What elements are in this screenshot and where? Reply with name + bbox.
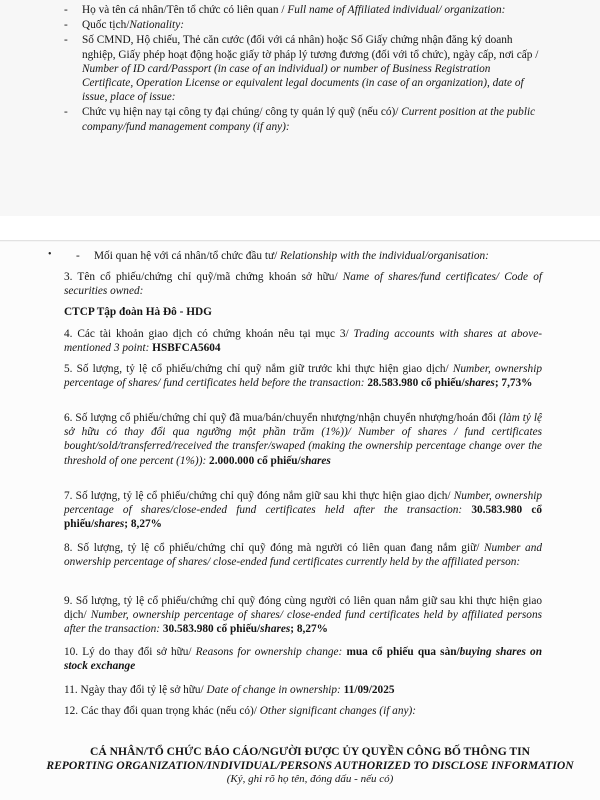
- list-item-relationship: - Mối quan hệ với cá nhân/tổ chức đầu tư/ Relationship with the individual/organisation:: [76, 250, 489, 262]
- item-3-value: CTCP Tập đoàn Hà Đô - HDG: [64, 306, 212, 318]
- item-9: 9. Số lượng, tỷ lệ cổ phiếu/chứng chỉ quỹ đóng cùng người có liên quan nắm giữ sau khi thực hiện giao dịch/ Number, ownership percentage of shares/ close-ended fund certificates held by affiliated persons after the transaction: 30.583.980 cổ phiếu/shares; 8,27%: [64, 595, 542, 636]
- item-11: 11. Ngày thay đổi tỷ lệ sở hữu/ Date of change in ownership: 11/09/2025: [64, 684, 395, 696]
- footer-title-vi: CÁ NHÂN/TỔ CHỨC BÁO CÁO/NGƯỜI ĐƯỢC ỦY QUYỀN CÔNG BỐ THÔNG TIN: [89, 745, 531, 758]
- page-break-gap: [0, 216, 600, 240]
- item-8: 8. Số lượng, tỷ lệ cổ phiếu/chứng chỉ quỹ đóng mà người có liên quan đang nắm giữ/ Number and onwership percentage of shares/ close-ended fund certificates currently held by the affiliated person:: [64, 542, 542, 569]
- item-10: 10. Lý do thay đổi sở hữu/ Reasons for ownership change: mua cổ phiếu qua sàn/buying shares on stock exchange: [64, 646, 542, 673]
- affiliated-info-list: [64, 3, 544, 135]
- item-3: 3. Tên cổ phiếu/chứng chỉ quỹ/mã chứng khoán sở hữu/ Name of shares/fund certificates/ Code of securities owned:: [64, 271, 542, 298]
- item-7: 7. Số lượng, tỷ lệ cổ phiếu/chứng chỉ quỹ đóng nắm giữ sau khi thực hiện giao dịch/ Number, ownership percentage of shares/close-ended fund certificates held after the transaction: 30.583.980 cổ phiếu/shares; 8,27%: [64, 490, 543, 531]
- list-item-current-position: - Chức vụ hiện nay tại công ty đại chúng/ công ty quản lý quỹ (nếu có)/ Current position at the public company/fund management company (if any):: [64, 106, 536, 133]
- item-5: 5. Số lượng, tỷ lệ cổ phiếu/chứng chỉ quỹ nắm giữ trước khi thực hiện giao dịch/ Number, ownership percentage of shares/ fund certificates held before the transaction: 28.583.980 cổ phiếu/shares; 7,73%: [64, 363, 542, 390]
- bullet-dash: -: [76, 250, 80, 262]
- list-item-full-name: - Họ và tên cá nhân/Tên tổ chức có liên quan / Full name of Affiliated individual/ organization:: [64, 4, 506, 16]
- item-12: 12. Các thay đổi quan trọng khác (nếu có)/ Other significant changes (if any):: [64, 705, 417, 717]
- list-item-id-number: - Số CMND, Hộ chiếu, Thẻ căn cước (đối với cá nhân) hoặc Số Giấy chứng nhận đăng ký doanh nghiệp, Giấy phép hoạt động hoặc giấy tờ pháp lý tương đương (đối với tổ chức), ngày cấp, nơi cấp / Number of ID card/Passport (in case of an individual) or number of Business Registration Certificate, Operation License or equivalent legal documents (in case of an organization), date of issue, place of issue:: [64, 34, 539, 104]
- bullet-dash: -: [64, 34, 68, 47]
- footer-title-en: REPORTING ORGANIZATION/INDIVIDUAL/PERSONS AUTHORIZED TO DISCLOSE INFORMATION: [46, 758, 574, 772]
- bullet-dash: -: [64, 4, 68, 16]
- item-6: 6. Số lượng cổ phiếu/chứng chỉ quỹ đã mua/bán/chuyển nhượng/nhận chuyển nhượng/hoán đổi (làm tỷ lệ sở hữu có thay đổi qua ngưỡng một phần trăm (1%))/ Number of shares / fund certificates bought/sold/transferred/received the transfer/swaped (making the ownership percentage change over the threshold of one percent (1%)): 2.000.000 cổ phiếu/shares: [64, 412, 542, 467]
- bullet-dash: -: [64, 19, 68, 32]
- bullet-dash: -: [64, 106, 68, 119]
- scan-dot: •: [48, 249, 52, 260]
- scan-edge-line: [0, 240, 600, 242]
- list-item-nationality: - Quốc tịch/Nationality:: [64, 19, 184, 32]
- relationship-line: [76, 249, 546, 264]
- item-4: 4. Các tài khoản giao dịch có chứng khoán nêu tại mục 3/ Trading accounts with shares at above-mentioned 3 point: HSBFCA5604: [64, 328, 542, 355]
- signature-note: (Ký, ghi rõ họ tên, đóng dấu - nếu có): [226, 772, 394, 785]
- signature-block: [40, 745, 580, 786]
